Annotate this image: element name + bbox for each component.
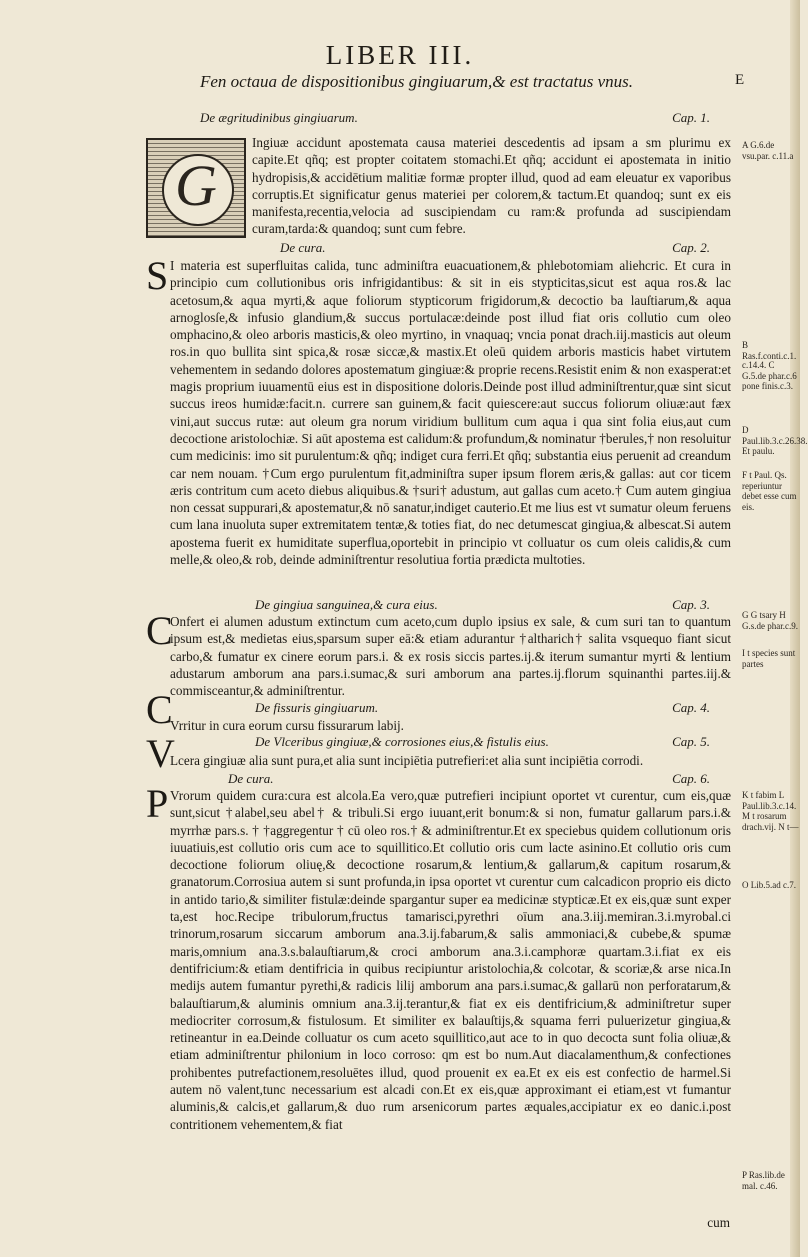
section-heading-2: [280, 240, 730, 256]
paragraph-text: Vrritur in cura eorum cursu fissurarum labij.: [170, 718, 404, 733]
catchword: cum: [707, 1215, 730, 1230]
fen-heading: Fen octaua de dispositionibus gingiuarum,& est tractatus vnus.: [200, 72, 634, 91]
dropcap-p: P: [146, 781, 169, 826]
section-title: De gingiua sanguinea,& cura eius.: [255, 597, 438, 612]
section-cap: Cap. 3.: [672, 597, 710, 612]
section-cap: Cap. 5.: [672, 734, 710, 749]
paragraph-4: [170, 717, 731, 734]
margin-note-p: P Ras.lib.de mal. c.46.: [742, 1170, 785, 1191]
paragraph-text: Vrorum quidem cura:cura est alcola.Ea vero,quæ putrefieri incipiunt oportet vt curentur, cum eis,quæ sunt,sicut †alabel,seu abel† & tribuli.Si ergo iuuant,erit bonum:& si non, fumatur gallarum pars.i.& myrrhæ pars.s. † †aggregentur † cū oleo ros.† & adminiſtrentur.Et ex speciebus quidem collutionum oris iuuatiuis,est collutio oris cum ace to squillitico.Et collutio oris cum lacte asinino.Et collutio oris cum decoctione foliorum oliuę,& decoctione rosarum,& lentium,& gallarum,& capitum rosarum,& granatorum.Corrosiua autem si sunt profunda,in ipsa oportet vt curentur cum calcadicon proprio eis dicto in antido tario,& similiter fistulæ:deinde spargantur super ea medicinæ stypticæ.Et ex eis,quæ sunt exper ta,est hoc.Recipe tribulorum,fructus tamarisci,pyrethri oīum ana.3.iij.memiran.3.i.myrobal.ci trinorum,rosarum siccarum amborum ana.3.ij.fabarum,& salis ammoniaci,& cubebe,& spumæ maris,omnium ana.3.s.balauſtiarum,& croci amborum ana.3.i.camphoræ quartam.3.i.fiat ex eis dentifricium:& etiam dentifricia in quibus recipiuntur aristolochia,& colcotar, & scoriæ,& arse nica.In medijs autem fumantur pyrethi,& radicis lilij amborum ana pars.i.sumac,& gallarū non perforatarum,& balauſtiarum,& aluminis omnium ana.3.ij.terantur,& fiat ex eis dentifricium,& adminiſtretur super mediocriter corrosum,& fistulosum. Et similiter ex balauſtijs,& squama ferri puluerizetur gingiua,& retineantur in ea.Deinde colluatur os cum aceto squillitico,aut ace to in quo decocta sunt folia oliuæ,& etiam adminiſtrentur philonium in loco corroso: qm est bo num.Aut diacalamenthum,& confectiones prohibentes putrefactionem,resoluētes illud, quod prouenit ex ea.Et ex eis est confectio de harmel.Si autem nō valent,tunc necessarium est alcadi con.Et ex eis,quæ approximant ei etiam,est vt fumantur aluminis,& calcis,et gallarum,& duo rum arsenicorum partes æquales,accipiatur ex eo danic.i.post contritionem vehementem,& fiat: [170, 788, 731, 1132]
dropcap-v: V: [146, 731, 175, 776]
woodcut-letter: G: [175, 153, 217, 218]
section-heading-4: [255, 700, 730, 716]
section-title: De cura.: [228, 771, 274, 786]
margin-note-o: O Lib.5.ad c.7.: [742, 880, 796, 890]
margin-note-d: D Paul.lib.3.c.26.38. Et paulu.: [742, 425, 808, 456]
margin-note-g: G G tsary H G.s.de phar.c.9.: [742, 610, 798, 631]
paragraph-1: [252, 134, 731, 238]
section-title: De cura.: [280, 240, 326, 255]
paragraph-6: [170, 787, 731, 1133]
margin-note-a: A G.6.de vsu.par. c.11.a: [742, 140, 794, 161]
section-cap: Cap. 6.: [672, 771, 710, 786]
paragraph-text: Onfert ei alumen adustum extinctum cum aceto,cum duplo ipsius ex sale, & cum suri tan to quantum ipsum est,& medietas eius,sparsum super eā:& etiam adurantur †altharich† salita vsquequo fiant sicut carbo,& fumatur ex cinere eorum pars.i. & ex rosis siccis partes.ij.& iterum sumantur myrti & lentium adustarum amborum ana pars.i.sumac,& suri amborum ana partes.ij.florum squinanthi partes.iij.& commisceantur,& adminiſtrentur.: [170, 614, 731, 699]
section-title: De Vlceribus gingiuæ,& corrosiones eius,& fistulis eius.: [255, 734, 549, 749]
margin-note-k: K t fabim L Paul.lib.3.c.14. M t rosarum drach.vij. N t—: [742, 790, 799, 832]
section-title: De ægritudinibus gingiuarum.: [200, 110, 358, 125]
dropcap-c: C: [146, 608, 173, 653]
section-title: De fissuris gingiuarum.: [255, 700, 379, 715]
section-cap: Cap. 2.: [672, 240, 710, 255]
margin-note-c: c.14.4. C G.5.de phar.c.6 pone finis.c.3.: [742, 360, 797, 391]
margin-note-b: B Ras.f.conti.c.1.: [742, 340, 797, 361]
paragraph-text: Ingiuæ accidunt apostemata causa materiei descedentis ad ipsam a sm plurimu ex capite.Et qñq; est propter coitatem stomachi.Et qñq; accidunt ei apostemata in initio hydropisis,& accidētium malitiæ formæ propter illud, quod ad eam eleuatur ex vaporibus corruptis.Et significatur genus materiei per colorem,& tactum.Et quandoq; sunt ex eis manifesta,recentia,velocia ad suscipiendam cu ram:& profunda ad suscipiendam curam,tarda:& quandoq; sunt cum febre.: [252, 135, 731, 237]
section-cap: Cap. 1.: [672, 110, 710, 125]
running-title: LIBER III.: [325, 40, 475, 70]
section-heading-3: [255, 597, 730, 613]
dropcap-c2: C: [146, 687, 173, 732]
section-heading-6: [228, 771, 730, 787]
dropcap-s: S: [146, 253, 169, 298]
paragraph-2: [170, 257, 731, 568]
margin-note-f: F t Paul. Qs. reperiuntur debet esse cum eis.: [742, 470, 797, 512]
woodcut-initial: [146, 138, 246, 238]
margin-note-i: I t species sunt partes: [742, 648, 796, 669]
margin-letter-top: E: [735, 72, 745, 88]
section-cap: Cap. 4.: [672, 700, 710, 715]
section-heading-5: [255, 734, 730, 750]
section-heading-1: [200, 110, 730, 126]
paragraph-5: [170, 752, 731, 769]
paragraph-text: Lcera gingiuæ alia sunt pura,et alia sunt incipiētia putrefieri:et alia sunt incipiētia corrodi.: [170, 753, 644, 768]
paragraph-text: I materia est superfluitas calida, tunc adminiſtra euacuationem,& phlebotomiam aliehcric. Et cura in principio cum collutionibus oris infrigidantibus: & sit in eis stypticitas,sicut est aqua ros.& lac acetosum,& aqua myrti,& aque foliorum stypticorum frigidorum,& decoctio ba lauſtiarum,& aqua arnoglosſe,& infusio glandium,& succus portulacæ:deinde post illud fiat oris collutio cum oleo omphacino,& oleo arboris masticis,& oleo myrtino, in vnaquaq; vncia ponat drach.iij.masticis aut oleum ros.in quo bullita sint spica,& rosæ siccæ,& mastix.Et oleū quidem arboris masticis habet virtutem vehementem in sedando dolores apostematum gingiuæ:& proprie recens.Resistit enim & non exasperat:et magis proprium iuuamentū eius est in dispositione doloris.Deinde post illud adminiſtrentur,quæ sint sicut succus ireos humidæ:facit.n. currere san guinem,& facit quiescere:aut succus foliorum oliuæ:aut fæx vini,aut succus rutæ: aut oleum gra norum viridium bullitum cum aqua i qua sint folia eius,aut cum decoctione aristolochiæ. Si aūt apostema est calidum:& profundum,& nominatur †berules,† non resoluitur cum medicinis: imo sit purulentum:& qñq; indiget cura ferri.Et qñq; substantia eius peruenit ad creandum car nem nouam. †Cum ergo purulentum fit,adminiſtra super ipsum florem æris,& gallas: aut cor ticem æris contritum cum aceto diebus aliquibus.& †suri† adustum, aut gallas cum aceto.† Cum autem gingiua non cessat suppurari,& apostematur,& nō sanatur,indiget cauterio.Et me lius est vt sumatur oleum feruens cum lana inuoluta super extremitatem tentæ,& toties fiat, do nec detumescat gingiua,& albescat.Si autem apostema fuerit ex humiditate superflua,oportebit in principio vt colluatur os cum oleis calidis,& cum melle,& oleo,& rob, deinde adminiſtrentur resolutiua fortia prædicta multoties.: [170, 258, 731, 568]
paragraph-3: [170, 613, 731, 699]
